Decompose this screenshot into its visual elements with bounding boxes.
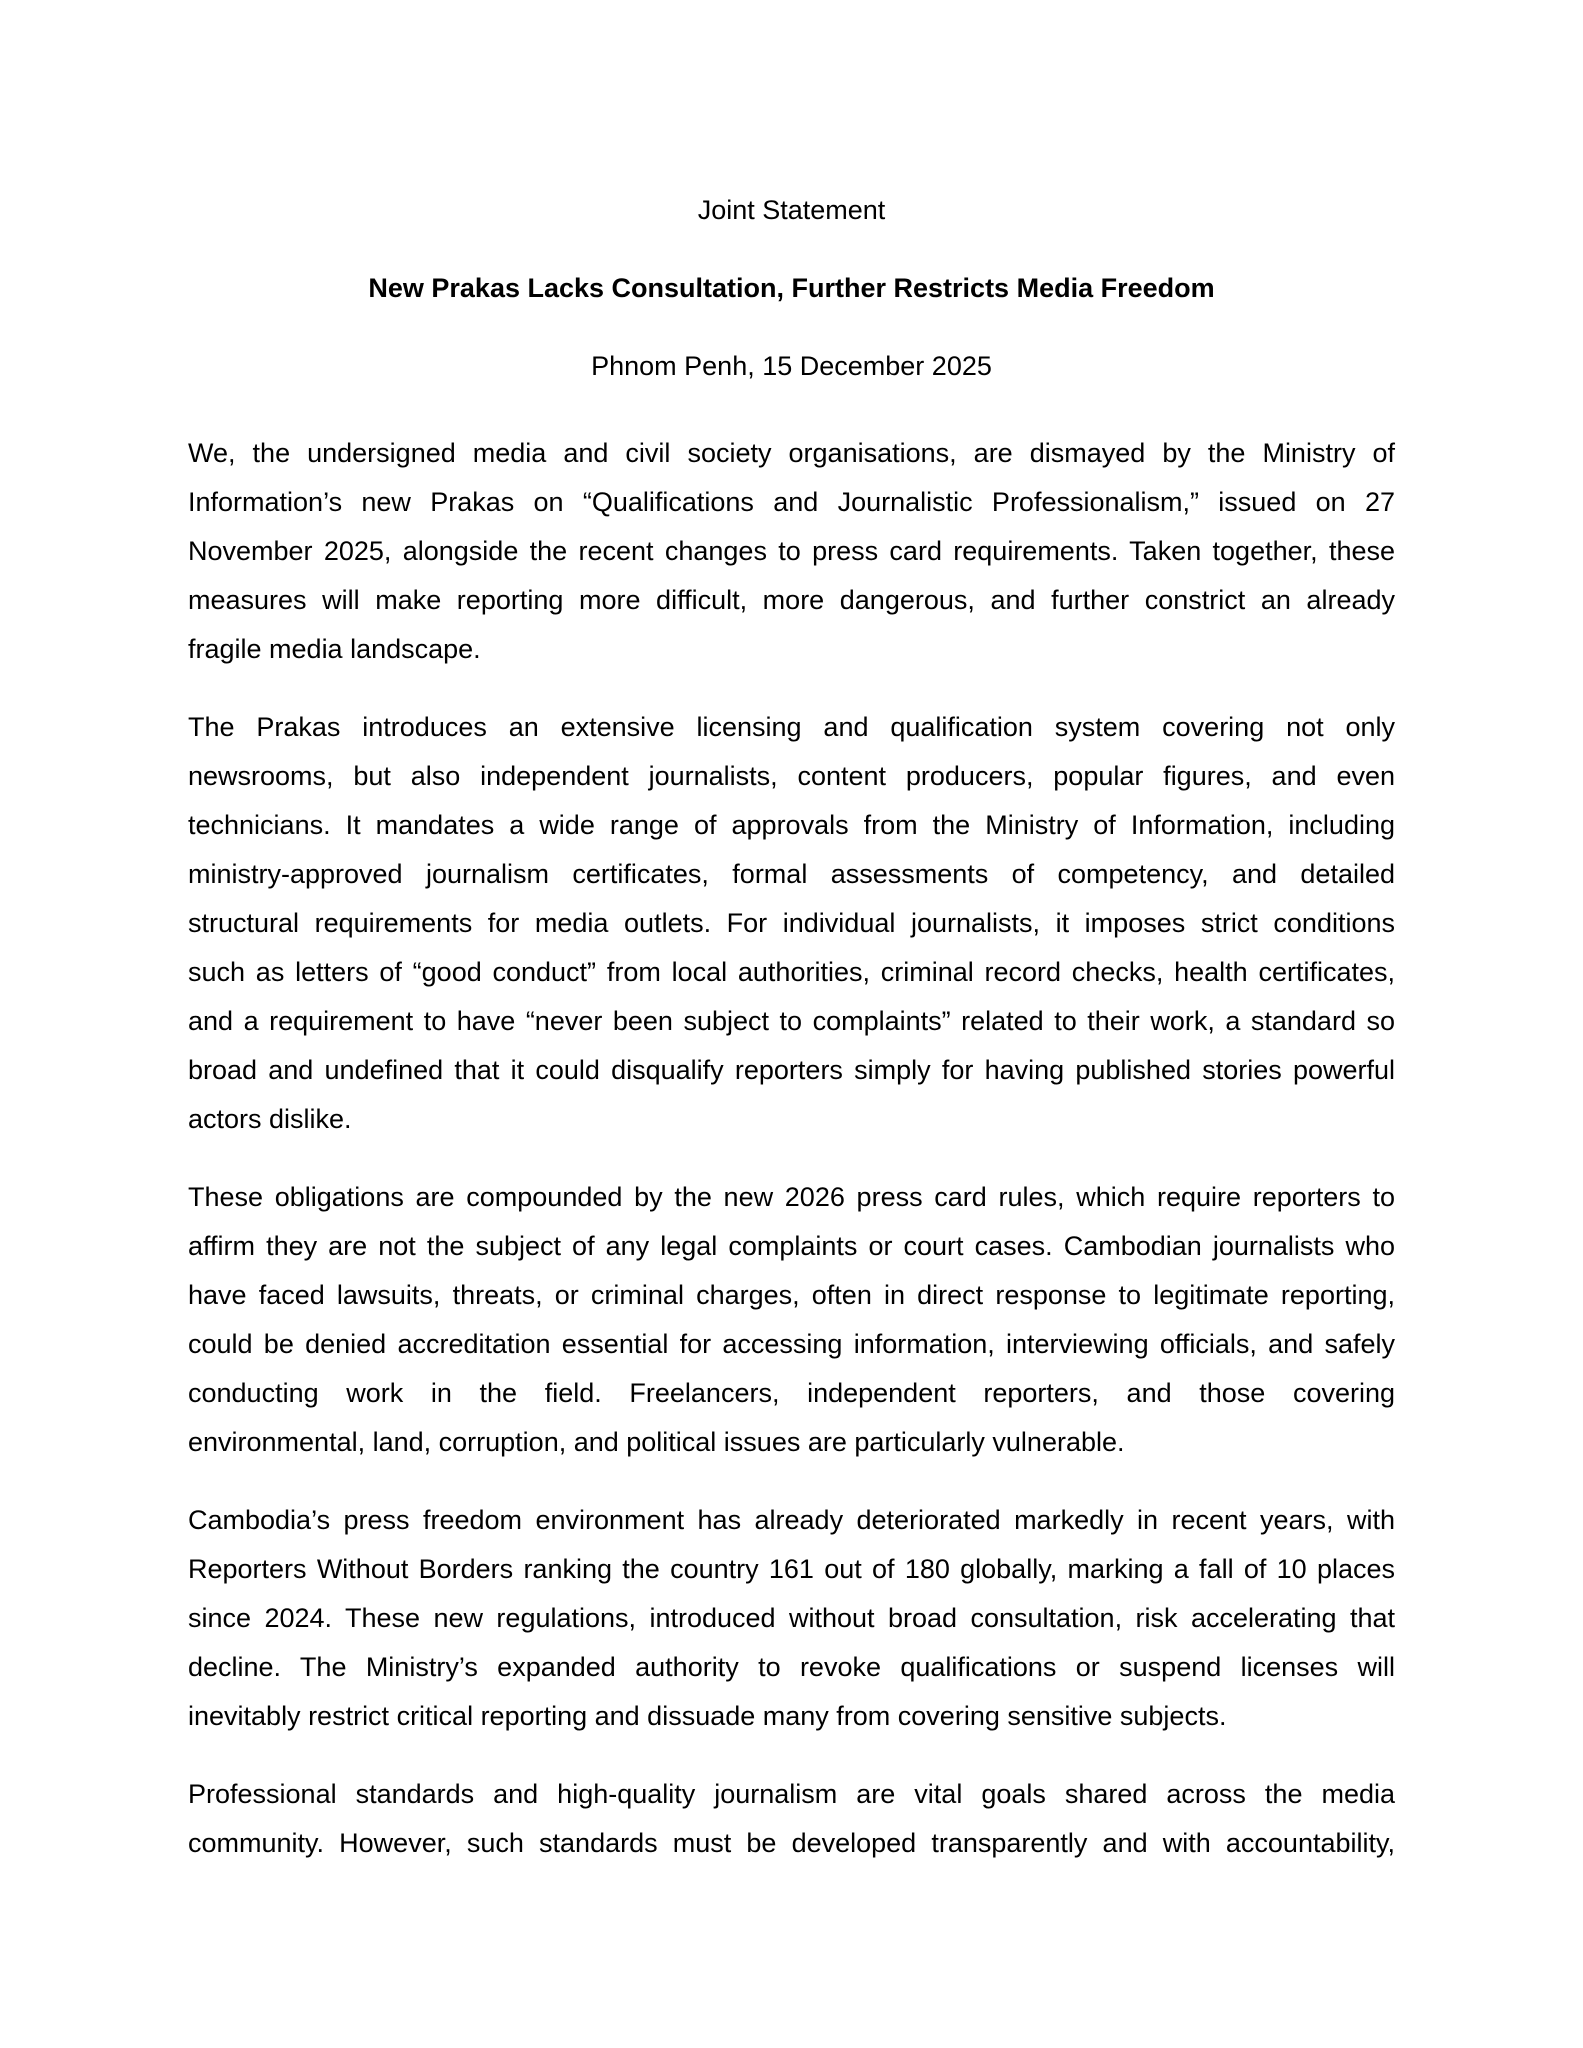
paragraph — [188, 703, 1395, 1144]
paragraph — [188, 1496, 1395, 1741]
paragraph-line: since 2024. These new regulations, introduced without broad consultation, risk accelerating that — [188, 1603, 1395, 1633]
paragraph-line: have faced lawsuits, threats, or criminal charges, often in direct response to legitimate reporting, — [188, 1280, 1395, 1310]
paragraph-line: broad and undefined that it could disqualify reporters simply for having published stories powerful — [188, 1055, 1395, 1085]
paragraph-line: These obligations are compounded by the new 2026 press card rules, which require reporters to — [188, 1182, 1395, 1212]
paragraph — [188, 429, 1395, 674]
paragraph-line: community. However, such standards must be developed transparently and with accountability, — [188, 1828, 1395, 1858]
paragraph-line: We, the undersigned media and civil society organisations, are dismayed by the Ministry of — [188, 438, 1395, 468]
paragraph-line: Cambodia’s press freedom environment has already deteriorated markedly in recent years, with — [188, 1505, 1395, 1535]
paragraph — [188, 1173, 1395, 1467]
paragraph-line: and a requirement to have “never been subject to complaints” related to their work, a standard so — [188, 1006, 1395, 1036]
paragraph-line: such as letters of “good conduct” from local authorities, criminal record checks, health certificates, — [188, 957, 1395, 987]
paragraph-line: Reporters Without Borders ranking the country 161 out of 180 globally, marking a fall of 10 places — [188, 1554, 1395, 1584]
paragraph-line: actors dislike. — [188, 1104, 352, 1134]
paragraph-line: decline. The Ministry’s expanded authority to revoke qualifications or suspend licenses will — [188, 1652, 1395, 1682]
paragraph-line: The Prakas introduces an extensive licensing and qualification system covering not only — [188, 712, 1395, 742]
paragraph-line: Information’s new Prakas on “Qualifications and Journalistic Professionalism,” issued on 27 — [188, 487, 1395, 517]
document-title: Joint Statement — [697, 195, 886, 225]
paragraph-line: structural requirements for media outlets. For individual journalists, it imposes strict conditions — [188, 908, 1395, 938]
document-body — [188, 429, 1395, 1868]
document-dateline: Phnom Penh, 15 December 2025 — [591, 351, 992, 381]
document-heading: New Prakas Lacks Consultation, Further Restricts Media Freedom — [368, 273, 1215, 303]
paragraph-line: fragile media landscape. — [188, 634, 481, 664]
paragraph-line: Professional standards and high-quality journalism are vital goals shared across the media — [188, 1779, 1395, 1809]
paragraph-line: November 2025, alongside the recent changes to press card requirements. Taken together, these — [188, 536, 1395, 566]
paragraph-line: conducting work in the field. Freelancers, independent reporters, and those covering — [188, 1378, 1395, 1408]
paragraph-line: newsrooms, but also independent journalists, content producers, popular figures, and even — [188, 761, 1395, 791]
paragraph-line: inevitably restrict critical reporting and dissuade many from covering sensitive subjects. — [188, 1701, 1227, 1731]
paragraph-line: affirm they are not the subject of any legal complaints or court cases. Cambodian journalists who — [188, 1231, 1395, 1261]
paragraph-line: ministry-approved journalism certificates, formal assessments of competency, and detailed — [188, 859, 1395, 889]
paragraph — [188, 1770, 1395, 1868]
paragraph-line: measures will make reporting more difficult, more dangerous, and further constrict an already — [188, 585, 1395, 615]
paragraph-line: environmental, land, corruption, and political issues are particularly vulnerable. — [188, 1427, 1125, 1457]
paragraph-line: technicians. It mandates a wide range of approvals from the Ministry of Information, including — [188, 810, 1395, 840]
paragraph-line: could be denied accreditation essential for accessing information, interviewing officials, and safely — [188, 1329, 1395, 1359]
